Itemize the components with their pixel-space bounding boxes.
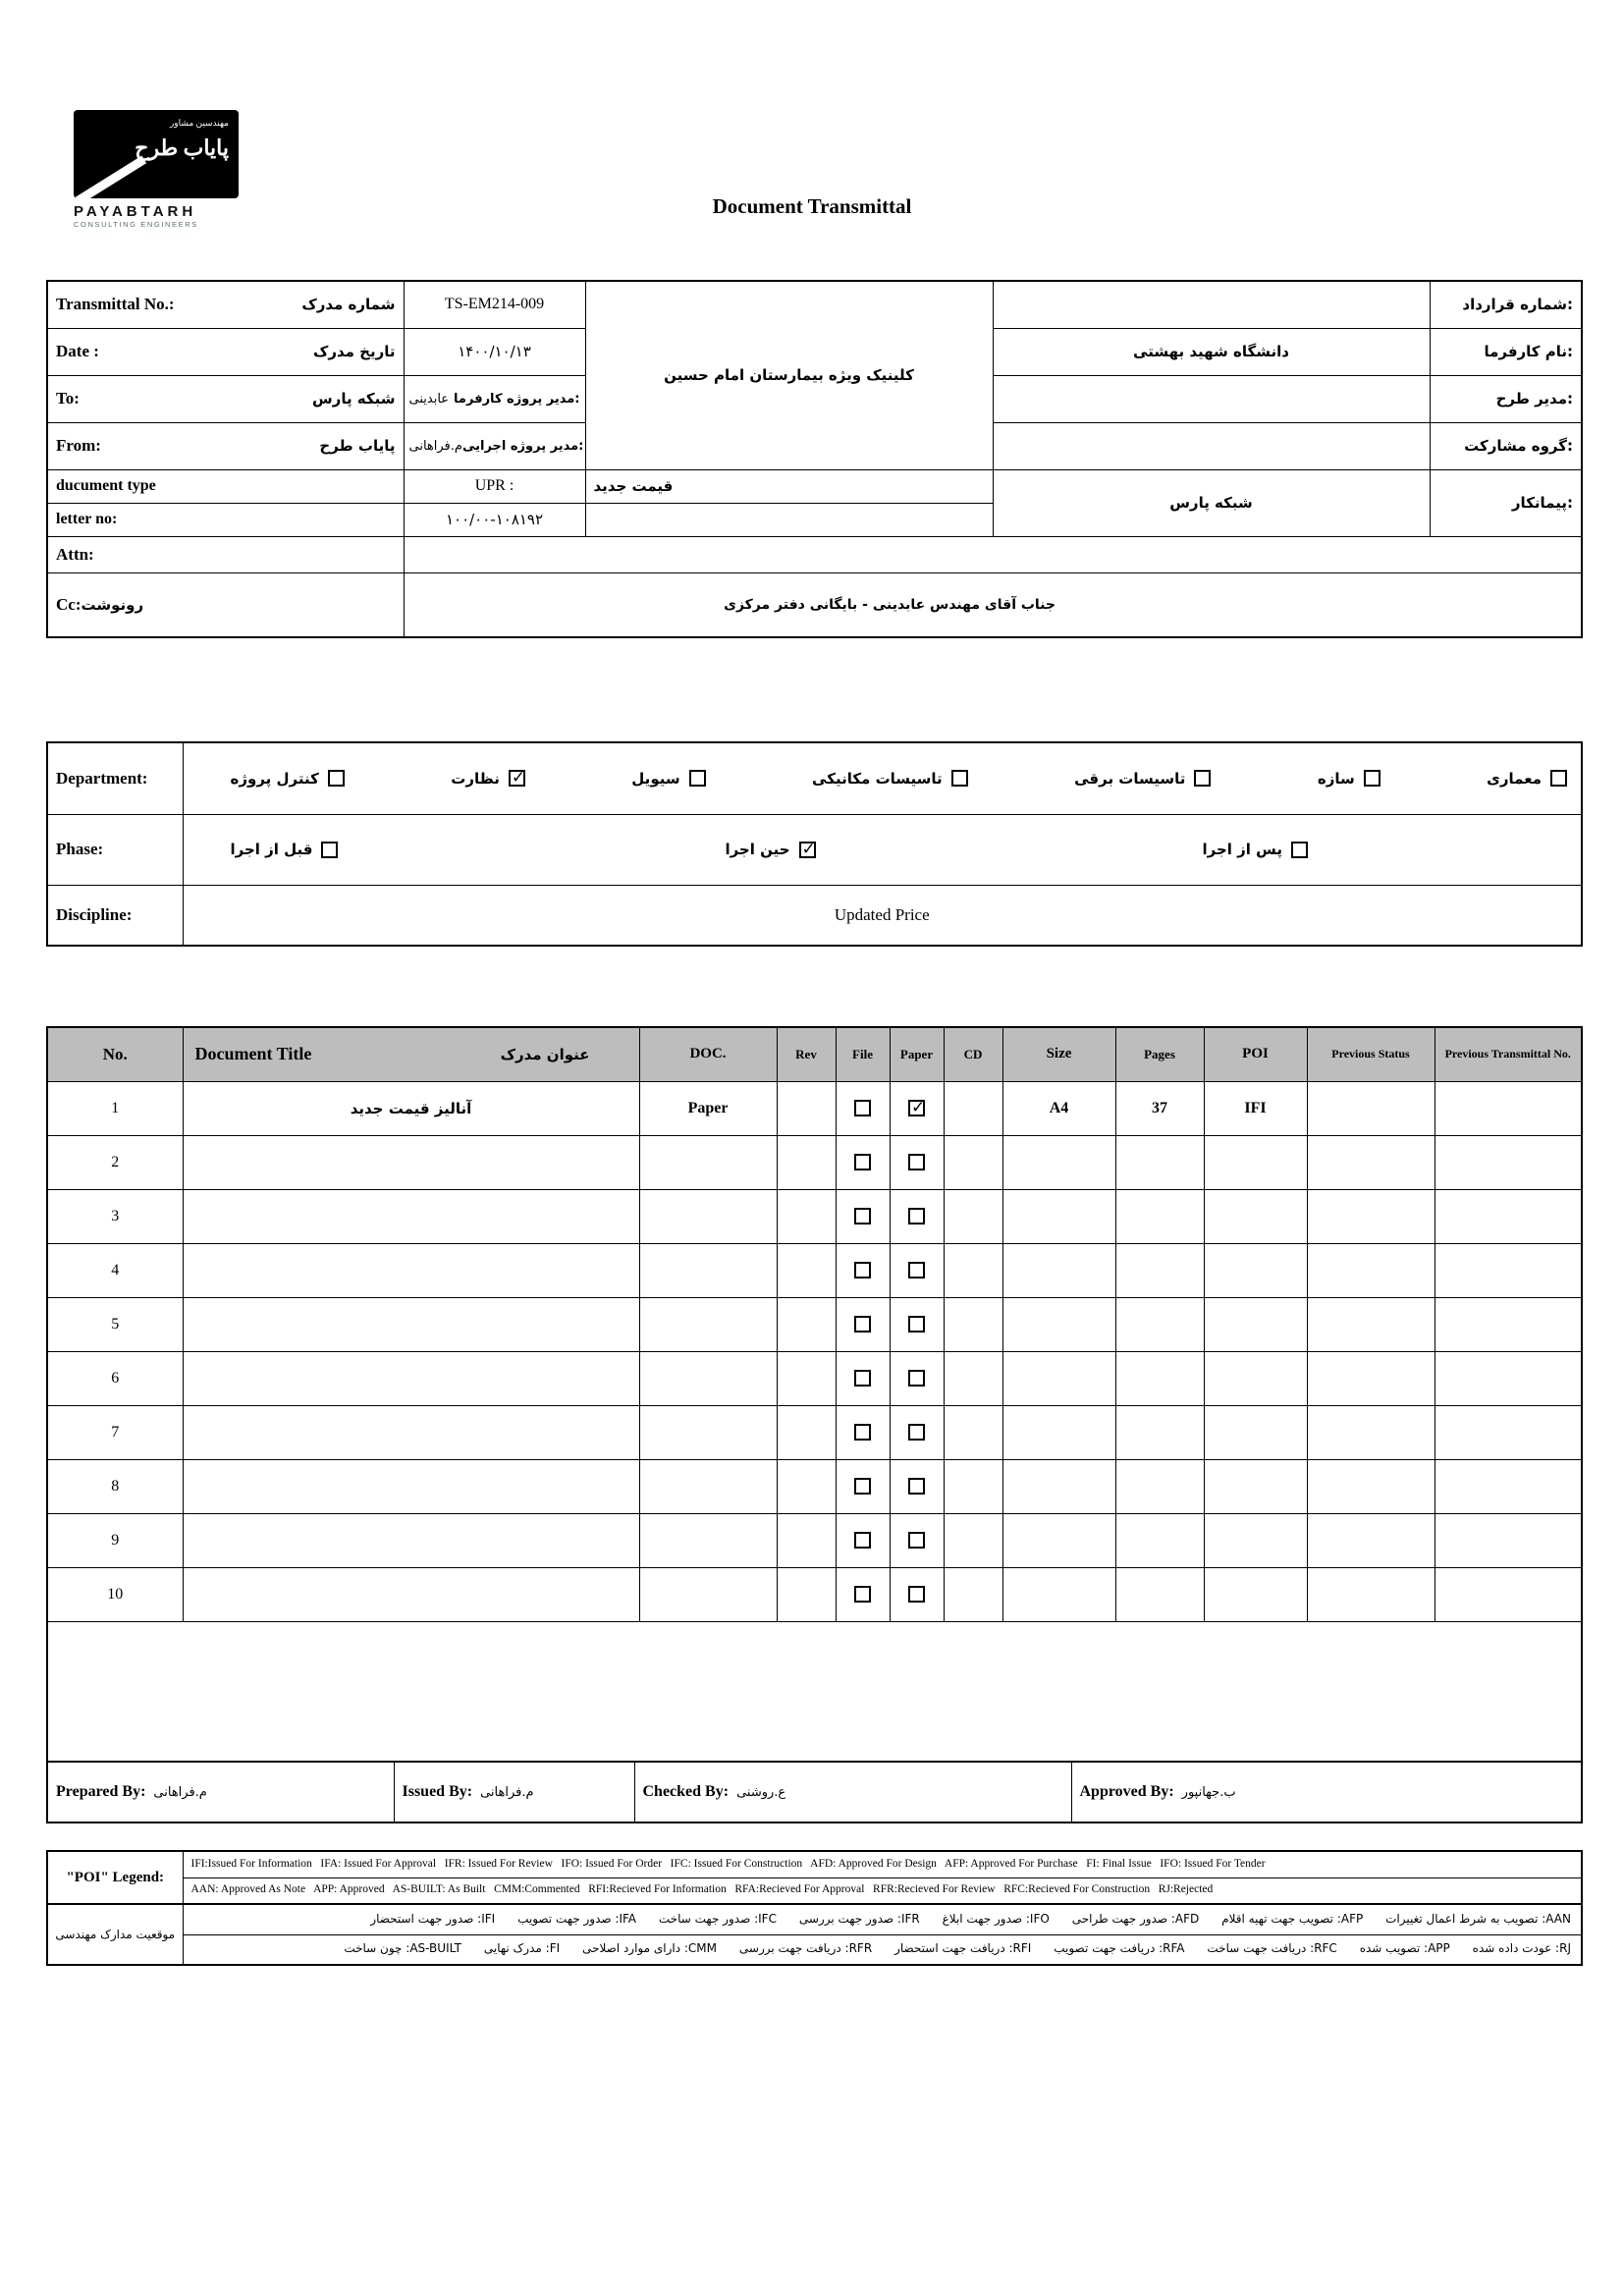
dept-option-structure[interactable] (1318, 770, 1380, 788)
table-spacer-row (47, 1621, 1582, 1764)
row-file-cell (836, 1243, 890, 1297)
checked-by-value: ع.روشنی (736, 1784, 786, 1800)
discipline-value: Updated Price (183, 885, 1582, 946)
issued-by-value: م.فراهانی (480, 1784, 534, 1800)
table-row (47, 1189, 1582, 1243)
row-poi (1204, 1405, 1307, 1459)
row-no: 2 (47, 1135, 183, 1189)
phase-during-checkbox[interactable] (799, 842, 816, 858)
row-doc (639, 1189, 777, 1243)
dept-option-label: تاسیسات مکانیکی (812, 769, 943, 788)
row-file-cell (836, 1135, 890, 1189)
row-size (1002, 1135, 1115, 1189)
row-cd (944, 1189, 1002, 1243)
checked-by-cell (634, 1762, 1071, 1823)
row-size: A4 (1002, 1081, 1115, 1135)
exec-pm-cell (404, 422, 585, 469)
row-pages (1115, 1135, 1204, 1189)
row-file-cell (836, 1189, 890, 1243)
row-prev-no (1435, 1459, 1582, 1513)
letter-no-label: letter no: (47, 503, 404, 536)
col-header-prev-status: Previous Status (1307, 1027, 1435, 1081)
row-doc: Paper (639, 1081, 777, 1135)
row-pages (1115, 1189, 1204, 1243)
row-cd (944, 1405, 1002, 1459)
row-poi (1204, 1513, 1307, 1567)
row-paper-checkbox[interactable] (908, 1262, 925, 1279)
table-row (47, 1351, 1582, 1405)
row-file-checkbox[interactable] (854, 1532, 871, 1549)
document-type-label: ducument type (47, 469, 404, 503)
row-rev (777, 1351, 836, 1405)
date-label-cell (47, 328, 404, 375)
table-row (47, 1877, 1582, 1904)
row-title (183, 1405, 639, 1459)
date-label-fa: تاریخ مدرک (312, 343, 396, 360)
row-pages (1115, 1513, 1204, 1567)
legend-table (46, 1850, 1583, 1966)
dept-architecture-checkbox[interactable] (1550, 770, 1567, 787)
row-title (183, 1297, 639, 1351)
row-paper-checkbox[interactable] (908, 1478, 925, 1495)
row-paper-cell (890, 1189, 944, 1243)
row-prev-no (1435, 1513, 1582, 1567)
row-pages (1115, 1297, 1204, 1351)
col-header-pages: Pages (1115, 1027, 1204, 1081)
row-prev-no (1435, 1405, 1582, 1459)
row-cd (944, 1297, 1002, 1351)
col-header-paper: Paper (890, 1027, 944, 1081)
dept-mechanical-checkbox[interactable] (951, 770, 968, 787)
to-value: شبکه پارس (311, 390, 396, 408)
row-rev (777, 1243, 836, 1297)
row-file-checkbox[interactable] (854, 1370, 871, 1387)
exec-pm-label: مدیر پروژه اجرایی: (461, 438, 584, 454)
date-label-en: Date : (56, 342, 99, 360)
row-file-checkbox[interactable] (854, 1262, 871, 1279)
from-label-cell (47, 422, 404, 469)
dept-option-supervision[interactable] (451, 770, 525, 788)
row-prev-no (1435, 1081, 1582, 1135)
phase-after-checkbox[interactable] (1291, 842, 1308, 858)
row-prev-status (1307, 1081, 1435, 1135)
row-title (183, 1189, 639, 1243)
dept-structure-checkbox[interactable] (1364, 770, 1380, 787)
legend-fa-line1: AAN: تصویب به شرط اعمال تغییرات AFP: تصویب جهت تهیه اقلام AFD: صدور جهت طراحی IFO: صدور جهت ابلاغ IFR: صدور جهت بررسی IFC: صدور جهت ساخت IFA: صدور جهت تصویب IFI: صدور جهت استحضار (183, 1904, 1582, 1934)
row-pages (1115, 1351, 1204, 1405)
signatures-table (46, 1761, 1583, 1823)
row-rev (777, 1513, 836, 1567)
contractor-label: پیمانکار: (1430, 469, 1582, 536)
row-rev (777, 1135, 836, 1189)
row-size (1002, 1513, 1115, 1567)
row-title (183, 1243, 639, 1297)
row-poi (1204, 1243, 1307, 1297)
dept-option-architecture[interactable] (1487, 770, 1567, 788)
dept-project-control-checkbox[interactable] (328, 770, 345, 787)
approved-by-cell (1071, 1762, 1582, 1823)
prepared-by-label: Prepared By: (56, 1783, 146, 1800)
row-paper-cell (890, 1567, 944, 1621)
phase-option-after[interactable] (1203, 841, 1308, 858)
row-no: 5 (47, 1297, 183, 1351)
row-doc (639, 1351, 777, 1405)
dept-option-label: کنترل پروژه (230, 769, 319, 788)
table-row (47, 1934, 1582, 1965)
table-row (47, 1081, 1582, 1135)
client-pm-cell (404, 375, 585, 422)
phase-option-during[interactable] (725, 841, 815, 858)
row-prev-status (1307, 1459, 1435, 1513)
row-prev-status (1307, 1351, 1435, 1405)
row-file-checkbox[interactable] (854, 1586, 871, 1603)
col-header-size: Size (1002, 1027, 1115, 1081)
col-header-rev: Rev (777, 1027, 836, 1081)
document-type-value: UPR : (404, 469, 585, 503)
row-paper-cell (890, 1081, 944, 1135)
row-file-checkbox[interactable] (854, 1100, 871, 1116)
row-cd (944, 1459, 1002, 1513)
row-title (183, 1351, 639, 1405)
row-doc (639, 1243, 777, 1297)
legend-en-line1: IFI:Issued For Information IFA: Issued For Approval IFR: Issued For Review IFO: Issued For Order IFC: Issued For Construction AFD: Approved For Design AFP: Approved For Purchase FI: Final Issue IFO: Issued For Tender (183, 1851, 1582, 1877)
attn-label: Attn: (47, 536, 404, 572)
col-header-title (183, 1027, 639, 1081)
row-paper-checkbox[interactable] (908, 1586, 925, 1603)
row-cd (944, 1351, 1002, 1405)
col-header-poi: POI (1204, 1027, 1307, 1081)
attn-value (404, 536, 1582, 572)
date-value: ۱۴۰۰/۱۰/۱۳ (404, 328, 585, 375)
row-prev-no (1435, 1135, 1582, 1189)
transmittal-info-table (46, 280, 1583, 638)
row-prev-status (1307, 1135, 1435, 1189)
row-rev (777, 1459, 836, 1513)
row-prev-status (1307, 1297, 1435, 1351)
poi-legend-label: "POI" Legend: (47, 1851, 183, 1904)
contractor-value: شبکه پارس (993, 469, 1430, 536)
row-no: 10 (47, 1567, 183, 1621)
row-prev-no (1435, 1243, 1582, 1297)
row-doc (639, 1405, 777, 1459)
row-rev (777, 1567, 836, 1621)
logo-en-brand: PAYABTARH (74, 203, 197, 220)
row-doc (639, 1459, 777, 1513)
row-prev-status (1307, 1189, 1435, 1243)
col-header-prev-no: Previous Transmittal No. (1435, 1027, 1582, 1081)
design-manager-value (993, 375, 1430, 422)
row-prev-status (1307, 1243, 1435, 1297)
table-row (47, 885, 1582, 946)
row-poi (1204, 1459, 1307, 1513)
dept-supervision-checkbox[interactable] (509, 770, 525, 787)
fa-legend-label: موقعیت مدارک مهندسی (47, 1904, 183, 1965)
exec-pm-value: م.فراهانی (408, 438, 462, 454)
table-row (47, 742, 1582, 814)
dept-option-civil[interactable] (631, 770, 705, 788)
row-pages (1115, 1243, 1204, 1297)
dept-civil-checkbox[interactable] (689, 770, 706, 787)
table-row (47, 1459, 1582, 1513)
row-no: 1 (47, 1081, 183, 1135)
client-name-label: نام کارفرما: (1430, 328, 1582, 375)
row-paper-cell (890, 1351, 944, 1405)
phase-label: Phase: (47, 814, 183, 885)
row-no: 3 (47, 1189, 183, 1243)
row-no: 7 (47, 1405, 183, 1459)
row-paper-cell (890, 1297, 944, 1351)
transmittal-no-label-en: Transmittal No.: (56, 295, 175, 314)
page-title: Document Transmittal (712, 194, 912, 218)
table-row (47, 814, 1582, 885)
col-header-file: File (836, 1027, 890, 1081)
approved-by-label: Approved By: (1079, 1783, 1174, 1800)
phase-options-cell (183, 814, 1582, 885)
row-paper-checkbox[interactable] (908, 1100, 925, 1116)
row-cd (944, 1135, 1002, 1189)
table-row (47, 1567, 1582, 1621)
row-file-checkbox[interactable] (854, 1154, 871, 1170)
row-poi: IFI (1204, 1081, 1307, 1135)
col-header-no: No. (47, 1027, 183, 1081)
dept-option-label: سیویل (631, 769, 680, 788)
row-no: 8 (47, 1459, 183, 1513)
table-row (47, 1405, 1582, 1459)
row-paper-cell (890, 1405, 944, 1459)
row-rev (777, 1189, 836, 1243)
row-file-cell (836, 1513, 890, 1567)
row-prev-no (1435, 1189, 1582, 1243)
dept-option-label: نظارت (451, 769, 500, 788)
issued-by-label: Issued By: (402, 1783, 473, 1800)
row-no: 9 (47, 1513, 183, 1567)
transmittal-no-label-fa: شماره مدرک (301, 296, 396, 314)
client-pm-value: عابدینی (408, 391, 450, 407)
row-file-cell (836, 1405, 890, 1459)
cc-label-cell (47, 572, 404, 637)
transmittal-no-label-cell (47, 281, 404, 328)
table-row (47, 1297, 1582, 1351)
phase-option-label: پس از اجرا (1202, 841, 1282, 858)
row-size (1002, 1189, 1115, 1243)
document-list-table (46, 1026, 1583, 1765)
row-prev-status (1307, 1405, 1435, 1459)
row-poi (1204, 1189, 1307, 1243)
row-paper-checkbox[interactable] (908, 1532, 925, 1549)
row-pages (1115, 1459, 1204, 1513)
row-rev (777, 1081, 836, 1135)
row-file-cell (836, 1297, 890, 1351)
row-file-cell (836, 1081, 890, 1135)
dept-option-project-control[interactable] (231, 770, 345, 788)
row-prev-no (1435, 1567, 1582, 1621)
department-options (184, 743, 1582, 814)
dept-option-label: معماری (1487, 769, 1542, 788)
contract-no-label: شماره قرارداد: (1430, 281, 1582, 328)
row-cd (944, 1513, 1002, 1567)
logo-fa-brand: پایاب طرح (135, 136, 229, 160)
client-name-value: دانشگاه شهید بهشتی (993, 328, 1430, 375)
col-header-doc: DOC. (639, 1027, 777, 1081)
table-row (47, 1904, 1582, 1934)
partnership-value (993, 422, 1430, 469)
dept-option-label: تاسیسات برقی (1074, 769, 1186, 788)
row-file-cell (836, 1351, 890, 1405)
row-file-checkbox[interactable] (854, 1316, 871, 1333)
row-pages (1115, 1567, 1204, 1621)
dept-electrical-checkbox[interactable] (1194, 770, 1211, 787)
phase-option-label: قبل از اجرا (230, 841, 313, 858)
dept-option-mechanical[interactable] (812, 770, 968, 788)
row-paper-cell (890, 1135, 944, 1189)
row-paper-checkbox[interactable] (908, 1154, 925, 1170)
table-row (47, 536, 1582, 572)
row-file-cell (836, 1567, 890, 1621)
row-cd (944, 1567, 1002, 1621)
col-header-title-fa: عنوان مدرک (500, 1045, 590, 1063)
from-value: پایاب طرح (319, 437, 396, 455)
row-doc (639, 1567, 777, 1621)
dept-option-label: سازه (1317, 769, 1355, 788)
row-doc (639, 1297, 777, 1351)
row-title (183, 1135, 639, 1189)
row-size (1002, 1459, 1115, 1513)
table-row (47, 572, 1582, 637)
row-title (183, 1567, 639, 1621)
logo-en-subtitle: CONSULTING ENGINEERS (74, 220, 198, 229)
phase-option-label: حین اجرا (725, 841, 790, 858)
checked-by-label: Checked By: (642, 1783, 730, 1800)
project-name-cell: کلینیک ویژه بیمارستان امام حسین (585, 281, 993, 469)
phase-options (184, 815, 1582, 885)
row-pages: 37 (1115, 1081, 1204, 1135)
row-paper-checkbox[interactable] (908, 1208, 925, 1224)
row-paper-checkbox[interactable] (908, 1370, 925, 1387)
row-rev (777, 1405, 836, 1459)
department-options-cell (183, 742, 1582, 814)
row-poi (1204, 1297, 1307, 1351)
department-label: Department: (47, 742, 183, 814)
table-row (47, 469, 1582, 503)
from-label: From: (56, 436, 101, 455)
row-size (1002, 1243, 1115, 1297)
row-prev-no (1435, 1297, 1582, 1351)
legend-en-line2: AAN: Approved As Note APP: Approved AS-BUILT: As Built CMM:Commented RFI:Recieved For Information RFA:Recieved For Approval RFR:Recieved For Review RFC:Recieved For Construction RJ:Rejected (183, 1877, 1582, 1904)
row-prev-no (1435, 1351, 1582, 1405)
row-file-checkbox[interactable] (854, 1208, 871, 1224)
row-prev-status (1307, 1513, 1435, 1567)
row-size (1002, 1567, 1115, 1621)
phase-before-checkbox[interactable] (321, 842, 338, 858)
document-type-value-fa: قیمت جدید (585, 469, 993, 503)
row-cd (944, 1081, 1002, 1135)
row-cd (944, 1243, 1002, 1297)
table-header-row (47, 1027, 1582, 1081)
row-rev (777, 1297, 836, 1351)
prepared-by-value: م.فراهانی (153, 1784, 207, 1800)
row-no: 6 (47, 1351, 183, 1405)
to-label-cell (47, 375, 404, 422)
row-prev-status (1307, 1567, 1435, 1621)
row-size (1002, 1351, 1115, 1405)
row-file-cell (836, 1459, 890, 1513)
row-paper-checkbox[interactable] (908, 1424, 925, 1441)
cc-label-fa: رونوشت (81, 595, 144, 614)
row-doc (639, 1135, 777, 1189)
row-paper-cell (890, 1243, 944, 1297)
prepared-by-cell (47, 1762, 394, 1823)
letter-no-value: ۱۰۰/۰۰-۱۰۸۱۹۲ (404, 503, 585, 536)
cc-value: جناب آقای مهندس عابدینی - بایگانی دفتر مرکزی (404, 572, 1582, 637)
table-row (47, 1513, 1582, 1567)
row-file-checkbox[interactable] (854, 1424, 871, 1441)
table-row (47, 1135, 1582, 1189)
row-title (183, 1513, 639, 1567)
design-manager-label: مدیر طرح: (1430, 375, 1582, 422)
partnership-label: گروه مشارکت: (1430, 422, 1582, 469)
to-label: To: (56, 389, 80, 408)
row-file-checkbox[interactable] (854, 1478, 871, 1495)
row-paper-checkbox[interactable] (908, 1316, 925, 1333)
table-row (47, 281, 1582, 328)
dept-option-electrical[interactable] (1074, 770, 1211, 788)
row-no: 4 (47, 1243, 183, 1297)
logo-mark (74, 110, 239, 198)
issued-by-cell (394, 1762, 634, 1823)
empty-area (47, 1621, 1582, 1764)
col-header-cd: CD (944, 1027, 1002, 1081)
table-row (47, 1762, 1582, 1823)
empty-cell (585, 503, 993, 536)
contract-no-value (993, 281, 1430, 328)
row-title: آنالیز قیمت جدید (183, 1081, 639, 1135)
client-pm-label: مدیر پروژه کارفرما: (454, 391, 580, 407)
legend-fa-line2: RJ: عودت داده شده APP: تصویب شده RFC: دریافت جهت ساخت RFA: دریافت جهت تصویب RFI: دریافت جهت استحضار RFR: دریافت جهت بررسی CMM: دارای موارد اصلاحی FI: مدرک نهایی AS-BUILT: چون ساخت (183, 1934, 1582, 1965)
cc-label-en: Cc: (56, 594, 81, 614)
col-header-title-en: Document Title (194, 1044, 312, 1064)
row-title (183, 1459, 639, 1513)
row-poi (1204, 1135, 1307, 1189)
row-poi (1204, 1351, 1307, 1405)
approved-by-value: ب.جهانپور (1181, 1784, 1236, 1800)
logo-fa-tagline: مهندسین مشاور (169, 118, 229, 128)
transmittal-no-value: TS-EM214-009 (404, 281, 585, 328)
discipline-label: Discipline: (47, 885, 183, 946)
logo-slash-icon (74, 156, 146, 198)
phase-option-before[interactable] (231, 841, 339, 858)
table-row (47, 1243, 1582, 1297)
row-size (1002, 1405, 1115, 1459)
row-doc (639, 1513, 777, 1567)
row-paper-cell (890, 1513, 944, 1567)
row-pages (1115, 1405, 1204, 1459)
classification-table (46, 741, 1583, 947)
row-size (1002, 1297, 1115, 1351)
table-row (47, 1851, 1582, 1877)
row-paper-cell (890, 1459, 944, 1513)
row-poi (1204, 1567, 1307, 1621)
